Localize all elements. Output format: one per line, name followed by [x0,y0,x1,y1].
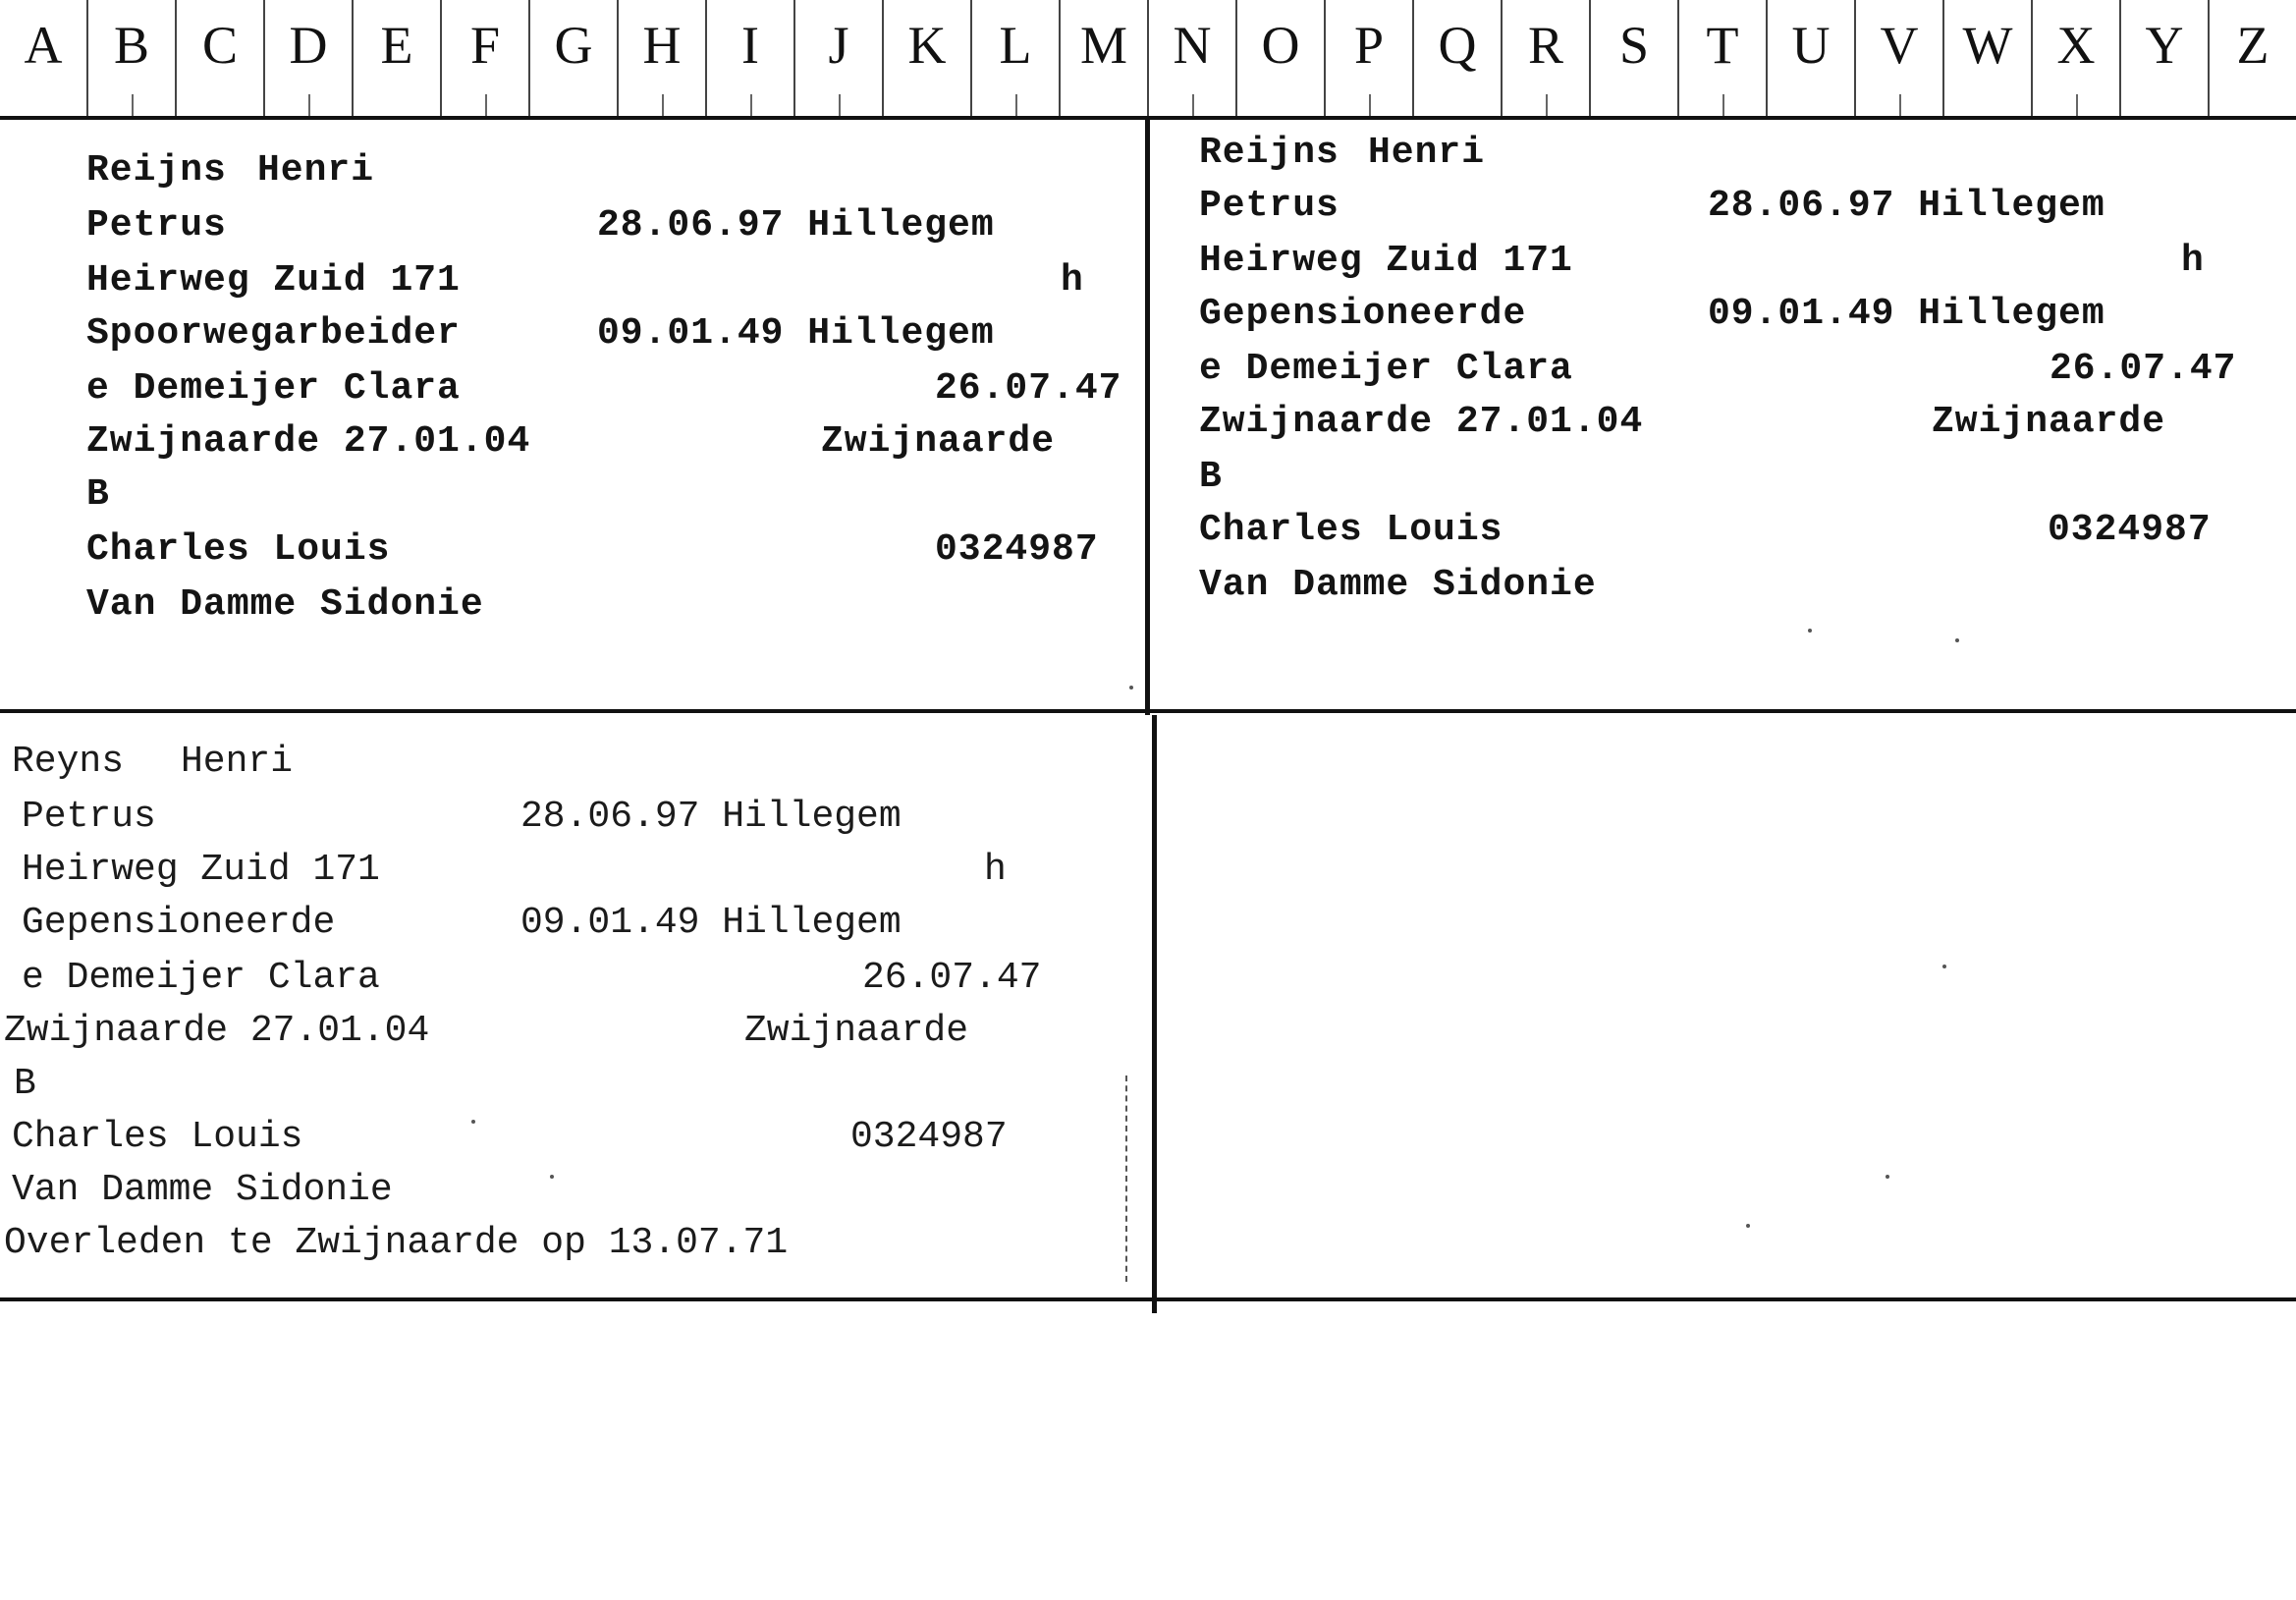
card-marriage-date: 26.07.47 [935,367,1122,410]
alphabet-tab-p[interactable]: P [1326,0,1414,116]
card-surname: Reyns [12,741,125,783]
card-death-note: Overleden te Zwijnaarde op 13.07.71 [4,1222,789,1264]
card-father: Charles Louis [1199,509,1503,551]
ink-speck [550,1175,554,1179]
alphabet-tab-m[interactable]: M [1061,0,1149,116]
alphabet-tab-i[interactable]: I [707,0,795,116]
alphabet-tab-r[interactable]: R [1503,0,1591,116]
card-marker: h [2181,240,2205,282]
card-mother: Van Damme Sidonie [86,583,484,626]
register-card-1 [0,116,1145,709]
card-birth: 28.06.97 Hillegem [1708,185,2105,227]
card-marriage-place: Zwijnaarde [821,420,1056,463]
alphabet-tab-v[interactable]: V [1856,0,1944,116]
card-occupation: Spoorwegarbeider [86,312,461,355]
card-given-name: Henri [257,149,375,192]
card-mother: Van Damme Sidonie [12,1169,393,1211]
alphabet-tab-g[interactable]: G [530,0,619,116]
alphabet-tab-e[interactable]: E [354,0,442,116]
alphabet-tab-b[interactable]: B [88,0,177,116]
card-number: 0324987 [935,528,1099,571]
horizontal-divider-bottom [0,1297,2296,1301]
alphabet-tab-u[interactable]: U [1768,0,1856,116]
ink-speck [1955,638,1959,642]
card-address: Heirweg Zuid 171 [22,849,380,891]
alphabet-tab-o[interactable]: O [1237,0,1326,116]
card-marriage-place: Zwijnaarde [1932,401,2166,443]
ink-speck [1808,629,1812,633]
alphabet-tab-a[interactable]: A [0,0,88,116]
alphabet-tab-y[interactable]: Y [2121,0,2210,116]
card-marker: h [984,849,1007,891]
card-second-name: Petrus [22,796,156,838]
alphabet-tab-z[interactable]: Z [2236,16,2269,75]
card-birth: 28.06.97 Hillegem [597,204,995,247]
card-second-name: Petrus [86,204,227,247]
card-marriage-place: Zwijnaarde [744,1010,969,1052]
alphabet-tab-h[interactable]: H [619,0,707,116]
card-spouse-birth: Zwijnaarde 27.01.04 [1199,401,1644,443]
alphabet-tab-f[interactable]: F [442,0,530,116]
register-card-4-empty [1157,713,2296,1297]
card-number: 0324987 [2048,509,2212,551]
card-address: Heirweg Zuid 171 [1199,240,1573,282]
card-address: Heirweg Zuid 171 [86,259,461,302]
alphabet-tab-s[interactable]: S [1591,0,1679,116]
card-spouse: e Demeijer Clara [22,957,380,999]
alphabet-tab-l[interactable]: L [972,0,1061,116]
card-surname: Reijns [1199,132,1339,174]
card-code: B [1199,456,1223,498]
card-surname: Reijns [86,149,227,192]
alphabet-tab-q[interactable]: Q [1414,0,1503,116]
alphabet-index [0,0,2296,120]
ink-speck [1886,1175,1889,1179]
card-given-name: Henri [1368,132,1486,174]
card-spouse-birth: Zwijnaarde 27.01.04 [86,420,531,463]
alphabet-tab-w[interactable]: W [1944,0,2033,116]
card-spouse-birth: Zwijnaarde 27.01.04 [4,1010,430,1052]
alphabet-tab-j[interactable]: J [795,0,884,116]
register-card-2 [1150,116,2296,709]
card-spouse: e Demeijer Clara [86,367,461,410]
alphabet-tab-x[interactable]: X [2033,0,2121,116]
ink-speck [1746,1224,1750,1228]
card-father: Charles Louis [12,1116,303,1158]
alphabet-tab-k[interactable]: K [884,0,972,116]
card-father: Charles Louis [86,528,391,571]
card-birth: 28.06.97 Hillegem [520,796,902,838]
card-registered: 09.01.49 Hillegem [520,902,902,944]
ink-speck [1129,686,1133,690]
card-second-name: Petrus [1199,185,1339,227]
card-occupation: Gepensioneerde [1199,293,1527,335]
card-mother: Van Damme Sidonie [1199,564,1597,606]
card-marker: h [1061,259,1084,302]
card-number: 0324987 [850,1116,1008,1158]
card-code: B [86,473,110,516]
card-given-name: Henri [181,741,294,783]
card-occupation: Gepensioneerde [22,902,336,944]
card-spouse: e Demeijer Clara [1199,348,1573,390]
ink-speck [1942,965,1946,968]
alphabet-tab-t[interactable]: T [1679,0,1768,116]
card-registered: 09.01.49 Hillegem [1708,293,2105,335]
card-code: B [14,1063,36,1105]
register-card-3 [0,713,1152,1297]
card-marriage-date: 26.07.47 [862,957,1042,999]
card-marriage-date: 26.07.47 [2050,348,2237,390]
alphabet-tab-c[interactable]: C [177,0,265,116]
alphabet-tab-n[interactable]: N [1149,0,1237,116]
alphabet-tab-d[interactable]: D [265,0,354,116]
ink-speck [471,1120,475,1124]
card-registered: 09.01.49 Hillegem [597,312,995,355]
